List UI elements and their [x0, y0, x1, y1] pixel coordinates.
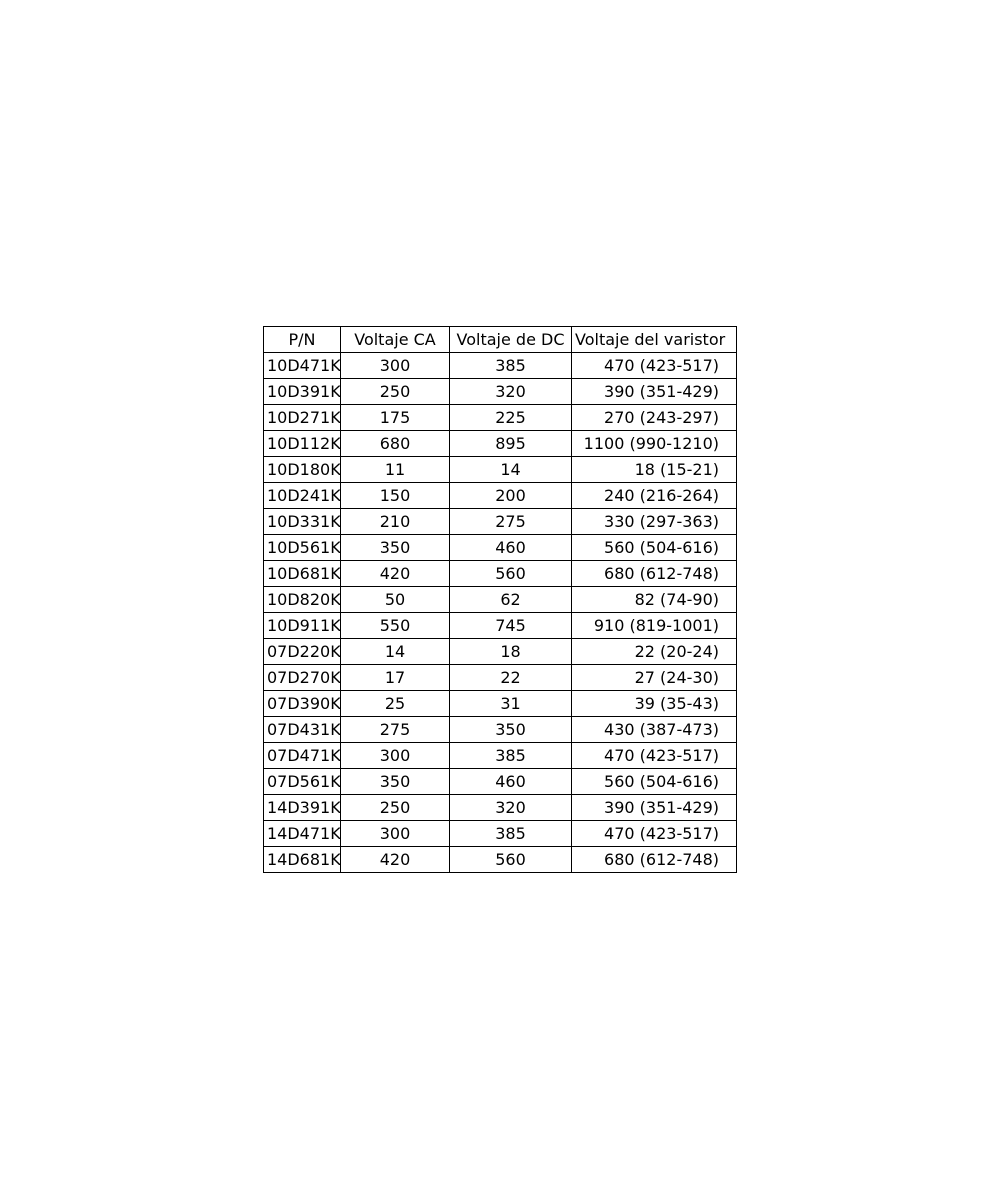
table-header-row: [264, 327, 737, 353]
header-ac-voltage: Voltaje CA: [341, 327, 450, 353]
cell-varistor-voltage: 390 (351-429): [572, 379, 737, 405]
table-row: [264, 847, 737, 873]
table-body: [264, 353, 737, 873]
cell-ac-voltage: 680: [341, 431, 450, 457]
cell-dc-voltage: 385: [450, 821, 572, 847]
cell-part-number: 10D681K: [264, 561, 341, 587]
table-row: [264, 639, 737, 665]
cell-varistor-voltage: 1100 (990-1210): [572, 431, 737, 457]
cell-ac-voltage: 50: [341, 587, 450, 613]
cell-dc-voltage: 18: [450, 639, 572, 665]
table-row: [264, 431, 737, 457]
cell-varistor-voltage: 680 (612-748): [572, 847, 737, 873]
table-row: [264, 483, 737, 509]
table-row: [264, 353, 737, 379]
cell-part-number: 14D391K: [264, 795, 341, 821]
table-row: [264, 665, 737, 691]
header-dc-voltage: Voltaje de DC: [450, 327, 572, 353]
cell-part-number: 10D471K: [264, 353, 341, 379]
cell-part-number: 07D431K: [264, 717, 341, 743]
cell-ac-voltage: 350: [341, 769, 450, 795]
cell-ac-voltage: 175: [341, 405, 450, 431]
cell-dc-voltage: 350: [450, 717, 572, 743]
header-part-number: P/N: [264, 327, 341, 353]
table-row: [264, 613, 737, 639]
table-row: [264, 743, 737, 769]
cell-dc-voltage: 22: [450, 665, 572, 691]
cell-ac-voltage: 25: [341, 691, 450, 717]
cell-ac-voltage: 420: [341, 847, 450, 873]
cell-varistor-voltage: 18 (15-21): [572, 457, 737, 483]
cell-dc-voltage: 200: [450, 483, 572, 509]
cell-ac-voltage: 150: [341, 483, 450, 509]
cell-varistor-voltage: 470 (423-517): [572, 743, 737, 769]
cell-dc-voltage: 385: [450, 353, 572, 379]
cell-ac-voltage: 14: [341, 639, 450, 665]
cell-part-number: 07D390K: [264, 691, 341, 717]
cell-part-number: 10D271K: [264, 405, 341, 431]
cell-varistor-voltage: 82 (74-90): [572, 587, 737, 613]
cell-part-number: 07D561K: [264, 769, 341, 795]
cell-dc-voltage: 560: [450, 847, 572, 873]
table-row: [264, 587, 737, 613]
cell-varistor-voltage: 470 (423-517): [572, 821, 737, 847]
cell-ac-voltage: 250: [341, 795, 450, 821]
cell-part-number: 10D911K: [264, 613, 341, 639]
cell-part-number: 10D561K: [264, 535, 341, 561]
table-row: [264, 457, 737, 483]
cell-ac-voltage: 250: [341, 379, 450, 405]
table-row: [264, 821, 737, 847]
cell-part-number: 10D820K: [264, 587, 341, 613]
cell-part-number: 10D180K: [264, 457, 341, 483]
cell-part-number: 07D270K: [264, 665, 341, 691]
cell-ac-voltage: 420: [341, 561, 450, 587]
cell-part-number: 10D331K: [264, 509, 341, 535]
cell-dc-voltage: 14: [450, 457, 572, 483]
cell-varistor-voltage: 910 (819-1001): [572, 613, 737, 639]
cell-varistor-voltage: 240 (216-264): [572, 483, 737, 509]
cell-varistor-voltage: 27 (24-30): [572, 665, 737, 691]
cell-dc-voltage: 31: [450, 691, 572, 717]
cell-ac-voltage: 275: [341, 717, 450, 743]
cell-ac-voltage: 300: [341, 353, 450, 379]
table-row: [264, 535, 737, 561]
table-row: [264, 379, 737, 405]
header-varistor-voltage: Voltaje del varistor: [572, 327, 737, 353]
cell-dc-voltage: 320: [450, 379, 572, 405]
table-row: [264, 561, 737, 587]
cell-ac-voltage: 210: [341, 509, 450, 535]
varistor-spec-table: [263, 326, 737, 873]
cell-part-number: 07D220K: [264, 639, 341, 665]
cell-dc-voltage: 225: [450, 405, 572, 431]
cell-varistor-voltage: 430 (387-473): [572, 717, 737, 743]
cell-ac-voltage: 17: [341, 665, 450, 691]
table-row: [264, 717, 737, 743]
cell-dc-voltage: 62: [450, 587, 572, 613]
table-row: [264, 769, 737, 795]
cell-dc-voltage: 460: [450, 769, 572, 795]
cell-dc-voltage: 745: [450, 613, 572, 639]
cell-varistor-voltage: 560 (504-616): [572, 769, 737, 795]
cell-ac-voltage: 300: [341, 821, 450, 847]
cell-varistor-voltage: 22 (20-24): [572, 639, 737, 665]
cell-ac-voltage: 11: [341, 457, 450, 483]
cell-part-number: 10D391K: [264, 379, 341, 405]
cell-varistor-voltage: 270 (243-297): [572, 405, 737, 431]
cell-varistor-voltage: 390 (351-429): [572, 795, 737, 821]
cell-varistor-voltage: 330 (297-363): [572, 509, 737, 535]
cell-part-number: 07D471K: [264, 743, 341, 769]
table-row: [264, 405, 737, 431]
cell-varistor-voltage: 39 (35-43): [572, 691, 737, 717]
cell-ac-voltage: 550: [341, 613, 450, 639]
table-row: [264, 509, 737, 535]
cell-dc-voltage: 560: [450, 561, 572, 587]
table-row: [264, 795, 737, 821]
cell-dc-voltage: 460: [450, 535, 572, 561]
cell-ac-voltage: 350: [341, 535, 450, 561]
cell-ac-voltage: 300: [341, 743, 450, 769]
cell-dc-voltage: 320: [450, 795, 572, 821]
cell-varistor-voltage: 680 (612-748): [572, 561, 737, 587]
cell-dc-voltage: 895: [450, 431, 572, 457]
cell-part-number: 14D681K: [264, 847, 341, 873]
cell-varistor-voltage: 470 (423-517): [572, 353, 737, 379]
table-row: [264, 691, 737, 717]
cell-varistor-voltage: 560 (504-616): [572, 535, 737, 561]
cell-part-number: 10D241K: [264, 483, 341, 509]
cell-dc-voltage: 385: [450, 743, 572, 769]
cell-part-number: 10D112K: [264, 431, 341, 457]
cell-dc-voltage: 275: [450, 509, 572, 535]
cell-part-number: 14D471K: [264, 821, 341, 847]
